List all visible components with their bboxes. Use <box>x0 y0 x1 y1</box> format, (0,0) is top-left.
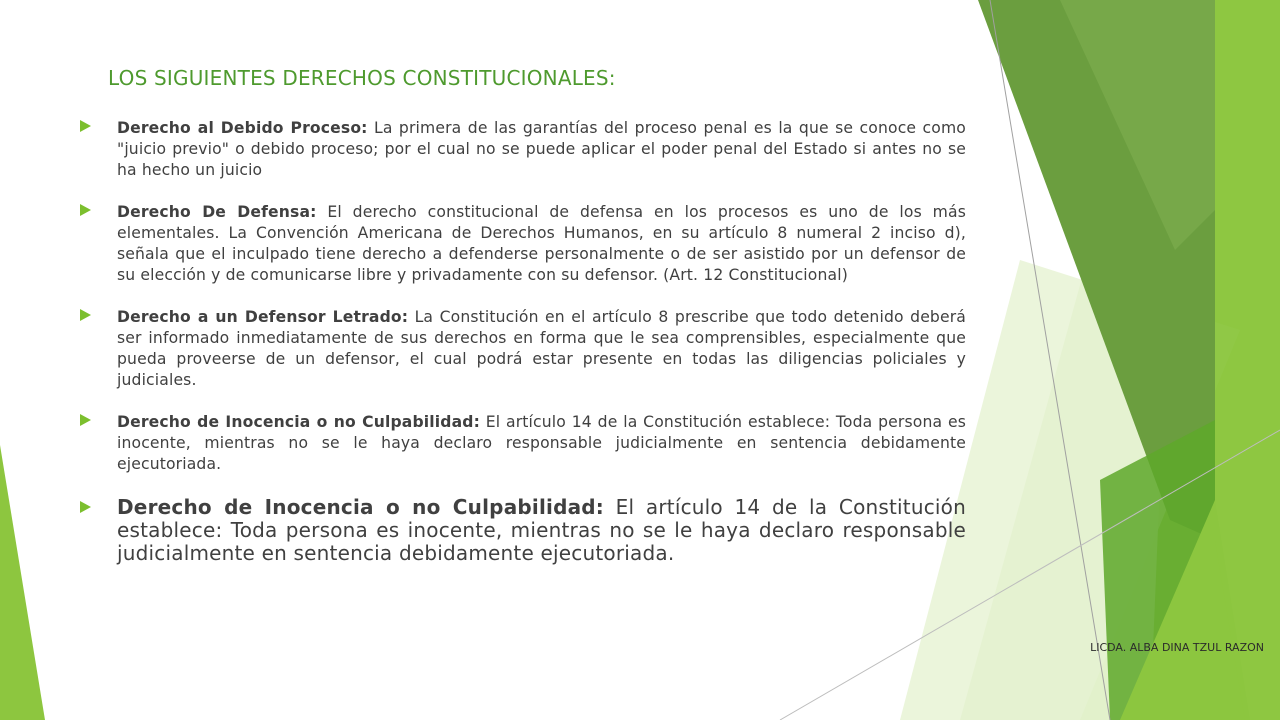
bullet-body: La Constitución en el artículo 8 prescribe que todo detenido deberá ser informado inmediatamente de sus derechos en forma que le sea comprensibles, especialmente que pueda proveerse de un defensor, el cual podrá estar presente en todas las diligencias policiales y judiciales. <box>117 308 966 389</box>
bullet-text <box>117 412 966 475</box>
bullet-body: La primera de las garantías del proceso penal es la que se conoce como "juicio previo" o debido proceso; por el cual no se puede aplicar el poder penal del Estado si antes no se ha hecho un juicio <box>117 119 967 179</box>
bullet-list <box>78 118 966 586</box>
bullet-term: Derecho De Defensa: <box>117 203 317 221</box>
bullet-body: El derecho constitucional de defensa en los procesos es uno de los más elementales. La Convención Americana de Derechos Humanos, en su artículo 8 numeral 2 inciso d), señala que el inculpado tiene derecho a defenderse personalmente o de ser asistido por un defensor de su elección y de comunicarse libre y privadamente con su defensor. (Art. 12 Constitucional) <box>117 203 966 284</box>
bullet-body: El artículo 14 de la Constitución establece: Toda persona es inocente, mientras no se le haya declaro responsable judicialmente en sentencia debidamente ejecutoriada. <box>117 413 966 473</box>
triangle-bullet-icon <box>80 120 91 132</box>
bullet-item <box>78 412 966 475</box>
bullet-term: Derecho al Debido Proceso: <box>117 119 368 137</box>
slide-title: LOS SIGUIENTES DERECHOS CONSTITUCIONALES: <box>108 66 616 90</box>
bullet-item <box>78 307 966 391</box>
bullet-body: El artículo 14 de la Constitución establece: Toda persona es inocente, mientras no se le haya declaro responsable judicialmente en sentencia debidamente ejecutoriada. <box>117 495 966 565</box>
bullet-term: Derecho de Inocencia o no Culpabilidad: <box>117 413 480 431</box>
bullet-item <box>78 118 966 181</box>
author-footer: LICDA. ALBA DINA TZUL RAZON <box>1090 641 1264 654</box>
triangle-bullet-icon <box>80 414 91 426</box>
bullet-text <box>117 496 966 565</box>
bullet-item-large <box>78 496 966 565</box>
triangle-bullet-icon <box>80 204 91 216</box>
bullet-text <box>117 307 966 391</box>
triangle-bullet-icon <box>80 309 91 321</box>
bullet-text <box>117 118 966 181</box>
bullet-text <box>117 202 966 286</box>
bullet-item <box>78 202 966 286</box>
bullet-term: Derecho a un Defensor Letrado: <box>117 308 409 326</box>
triangle-bullet-icon <box>80 501 91 513</box>
left-corner-shape <box>0 445 45 720</box>
bullet-term: Derecho de Inocencia o no Culpabilidad: <box>117 495 604 519</box>
